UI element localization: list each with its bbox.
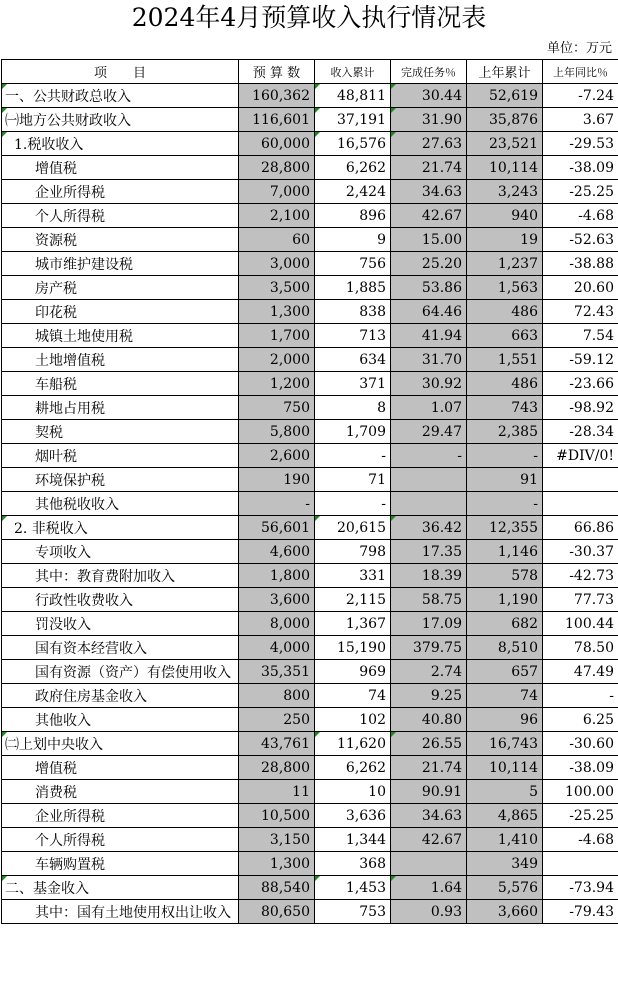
yoy-cell[interactable]: 47.49 (543, 660, 618, 684)
yoy-cell[interactable]: 77.73 (543, 588, 618, 612)
yoy-cell[interactable]: 100.44 (543, 612, 618, 636)
budget-cell[interactable]: 8,000 (239, 612, 315, 636)
yoy-cell[interactable]: -59.12 (543, 348, 618, 372)
cumulative-cell[interactable]: 896 (315, 204, 391, 228)
prev-cumulative-cell[interactable]: 486 (467, 300, 543, 324)
prev-cumulative-cell[interactable]: 486 (467, 372, 543, 396)
completion-cell[interactable]: 0.93 (391, 900, 467, 924)
cumulative-cell[interactable]: 331 (315, 564, 391, 588)
budget-cell[interactable]: 3,500 (239, 276, 315, 300)
item-cell[interactable]: 2. 非税收入 (2, 516, 239, 540)
completion-cell[interactable]: 34.63 (391, 804, 467, 828)
yoy-cell[interactable]: -38.09 (543, 756, 618, 780)
prev-cumulative-cell[interactable]: 940 (467, 204, 543, 228)
cumulative-cell[interactable]: 15,190 (315, 636, 391, 660)
cumulative-cell[interactable]: 969 (315, 660, 391, 684)
budget-revenue-table (1, 59, 618, 924)
table-row (2, 396, 618, 420)
completion-cell[interactable] (391, 852, 467, 876)
completion-cell[interactable]: 53.86 (391, 276, 467, 300)
yoy-cell[interactable]: -98.92 (543, 396, 618, 420)
cumulative-cell[interactable]: 756 (315, 252, 391, 276)
cumulative-cell[interactable]: 1,344 (315, 828, 391, 852)
item-cell[interactable]: 罚没收入 (2, 612, 239, 636)
cumulative-cell[interactable]: 6,262 (315, 756, 391, 780)
budget-cell[interactable]: 3,600 (239, 588, 315, 612)
item-cell[interactable]: 城镇土地使用税 (2, 324, 239, 348)
yoy-cell[interactable] (543, 492, 618, 516)
table-body (2, 60, 618, 924)
completion-cell[interactable]: 18.39 (391, 564, 467, 588)
prev-cumulative-cell[interactable]: 8,510 (467, 636, 543, 660)
prev-cumulative-cell[interactable]: 12,355 (467, 516, 543, 540)
table-row (2, 372, 618, 396)
completion-cell[interactable]: 34.63 (391, 180, 467, 204)
item-cell[interactable]: 行政性收费收入 (2, 588, 239, 612)
completion-cell[interactable]: 31.70 (391, 348, 467, 372)
cumulative-cell[interactable]: 634 (315, 348, 391, 372)
table-row (2, 780, 618, 804)
yoy-cell[interactable]: 7.54 (543, 324, 618, 348)
header-item[interactable]: 项 目 (2, 60, 239, 84)
yoy-cell[interactable]: -30.60 (543, 732, 618, 756)
prev-cumulative-cell[interactable]: 91 (467, 468, 543, 492)
completion-cell[interactable]: 58.75 (391, 588, 467, 612)
completion-cell[interactable]: 41.94 (391, 324, 467, 348)
budget-cell[interactable]: 3,000 (239, 252, 315, 276)
header-budget[interactable]: 预 算 数 (239, 60, 315, 84)
budget-cell[interactable]: 2,000 (239, 348, 315, 372)
table-row (2, 492, 618, 516)
budget-cell[interactable]: 1,200 (239, 372, 315, 396)
prev-cumulative-cell[interactable]: 10,114 (467, 756, 543, 780)
completion-cell[interactable]: 26.55 (391, 732, 467, 756)
completion-cell[interactable]: 30.44 (391, 84, 467, 108)
table-row (2, 636, 618, 660)
yoy-cell[interactable]: 66.86 (543, 516, 618, 540)
table-row (2, 180, 618, 204)
prev-cumulative-cell[interactable]: 16,743 (467, 732, 543, 756)
cumulative-cell[interactable]: 3,636 (315, 804, 391, 828)
yoy-cell[interactable]: -7.24 (543, 84, 618, 108)
prev-cumulative-cell[interactable]: 23,521 (467, 132, 543, 156)
yoy-cell[interactable]: 20.60 (543, 276, 618, 300)
yoy-cell[interactable]: 72.43 (543, 300, 618, 324)
item-cell[interactable]: 增值税 (2, 756, 239, 780)
cumulative-cell[interactable]: 10 (315, 780, 391, 804)
completion-cell[interactable]: 15.00 (391, 228, 467, 252)
item-cell[interactable]: 印花税 (2, 300, 239, 324)
yoy-cell[interactable]: 78.50 (543, 636, 618, 660)
cumulative-cell[interactable]: 20,615 (315, 516, 391, 540)
item-cell[interactable]: 二、基金收入 (2, 876, 239, 900)
table-row (2, 204, 618, 228)
prev-cumulative-cell[interactable]: 5,576 (467, 876, 543, 900)
table-row (2, 468, 618, 492)
table-row (2, 708, 618, 732)
completion-cell[interactable]: 31.90 (391, 108, 467, 132)
prev-cumulative-cell[interactable]: 743 (467, 396, 543, 420)
table-row (2, 540, 618, 564)
table-row (2, 156, 618, 180)
yoy-cell[interactable]: -25.25 (543, 804, 618, 828)
table-row (2, 324, 618, 348)
table-row (2, 84, 618, 108)
table-row (2, 564, 618, 588)
item-cell[interactable]: 土地增值税 (2, 348, 239, 372)
budget-cell[interactable]: 28,800 (239, 756, 315, 780)
cumulative-cell[interactable]: 838 (315, 300, 391, 324)
budget-cell[interactable]: 88,540 (239, 876, 315, 900)
prev-cumulative-cell[interactable]: 1,563 (467, 276, 543, 300)
prev-cumulative-cell[interactable]: 35,876 (467, 108, 543, 132)
table-row (2, 132, 618, 156)
budget-cell[interactable]: 2,100 (239, 204, 315, 228)
prev-cumulative-cell[interactable]: 1,551 (467, 348, 543, 372)
budget-cell[interactable]: 28,800 (239, 156, 315, 180)
prev-cumulative-cell[interactable]: 1,237 (467, 252, 543, 276)
item-cell[interactable]: 一、公共财政总收入 (2, 84, 239, 108)
budget-cell[interactable]: 60,000 (239, 132, 315, 156)
budget-cell[interactable]: 800 (239, 684, 315, 708)
header-row (2, 60, 618, 84)
budget-cell[interactable]: 750 (239, 396, 315, 420)
table-row (2, 108, 618, 132)
completion-cell[interactable]: 21.74 (391, 756, 467, 780)
table-row (2, 684, 618, 708)
cumulative-cell[interactable]: 71 (315, 468, 391, 492)
completion-cell[interactable]: 64.46 (391, 300, 467, 324)
table-row (2, 732, 618, 756)
prev-cumulative-cell[interactable]: 19 (467, 228, 543, 252)
yoy-cell[interactable]: -23.66 (543, 372, 618, 396)
completion-cell[interactable]: 379.75 (391, 636, 467, 660)
prev-cumulative-cell[interactable]: 5 (467, 780, 543, 804)
item-cell[interactable]: ㈡上划中央收入 (2, 732, 239, 756)
prev-cumulative-cell[interactable]: 349 (467, 852, 543, 876)
cumulative-cell[interactable]: 798 (315, 540, 391, 564)
item-cell[interactable]: 1.税收收入 (2, 132, 239, 156)
completion-cell[interactable]: 17.35 (391, 540, 467, 564)
budget-cell[interactable]: 1,800 (239, 564, 315, 588)
prev-cumulative-cell[interactable]: 4,865 (467, 804, 543, 828)
table-row (2, 420, 618, 444)
cumulative-cell[interactable]: 1,367 (315, 612, 391, 636)
budget-cell[interactable]: 4,000 (239, 636, 315, 660)
prev-cumulative-cell[interactable]: 10,114 (467, 156, 543, 180)
cumulative-cell[interactable]: 16,576 (315, 132, 391, 156)
item-cell[interactable]: 其他税收收入 (2, 492, 239, 516)
cumulative-cell[interactable]: - (315, 492, 391, 516)
item-cell[interactable]: 专项收入 (2, 540, 239, 564)
cumulative-cell[interactable]: 102 (315, 708, 391, 732)
cumulative-cell[interactable]: 2,115 (315, 588, 391, 612)
item-cell[interactable]: 其中：国有土地使用权出让收入 (2, 900, 239, 924)
budget-cell[interactable]: 80,650 (239, 900, 315, 924)
budget-cell[interactable]: 5,800 (239, 420, 315, 444)
yoy-cell[interactable]: -79.43 (543, 900, 618, 924)
prev-cumulative-cell[interactable]: 3,660 (467, 900, 543, 924)
completion-cell[interactable]: 29.47 (391, 420, 467, 444)
header-yoy[interactable]: 上年同比％ (543, 60, 618, 84)
yoy-cell[interactable]: -30.37 (543, 540, 618, 564)
item-cell[interactable]: 契税 (2, 420, 239, 444)
cumulative-cell[interactable]: 368 (315, 852, 391, 876)
budget-cell[interactable]: 250 (239, 708, 315, 732)
yoy-cell[interactable]: -25.25 (543, 180, 618, 204)
budget-cell[interactable]: 35,351 (239, 660, 315, 684)
table-row (2, 300, 618, 324)
completion-cell[interactable]: 21.74 (391, 156, 467, 180)
cumulative-cell[interactable]: 48,811 (315, 84, 391, 108)
completion-cell[interactable]: 42.67 (391, 204, 467, 228)
item-cell[interactable]: 环境保护税 (2, 468, 239, 492)
item-cell[interactable]: 耕地占用税 (2, 396, 239, 420)
completion-cell[interactable]: 1.64 (391, 876, 467, 900)
item-cell[interactable]: 车船税 (2, 372, 239, 396)
yoy-cell[interactable]: -4.68 (543, 204, 618, 228)
cumulative-cell[interactable]: 371 (315, 372, 391, 396)
cumulative-cell[interactable]: 1,453 (315, 876, 391, 900)
completion-cell[interactable]: - (391, 444, 467, 468)
budget-cell[interactable]: 2,600 (239, 444, 315, 468)
table-row (2, 876, 618, 900)
cumulative-cell[interactable]: 6,262 (315, 156, 391, 180)
table-row (2, 516, 618, 540)
completion-cell[interactable]: 40.80 (391, 708, 467, 732)
header-cumulative[interactable]: 收入累计 (315, 60, 391, 84)
cumulative-cell[interactable]: 74 (315, 684, 391, 708)
item-cell[interactable]: 其中：教育费附加收入 (2, 564, 239, 588)
completion-cell[interactable]: 2.74 (391, 660, 467, 684)
budget-cell[interactable]: 1,700 (239, 324, 315, 348)
table-row (2, 900, 618, 924)
prev-cumulative-cell[interactable]: 578 (467, 564, 543, 588)
completion-cell[interactable]: 1.07 (391, 396, 467, 420)
budget-cell[interactable]: 56,601 (239, 516, 315, 540)
item-cell[interactable]: 车辆购置税 (2, 852, 239, 876)
table-row (2, 852, 618, 876)
yoy-cell[interactable]: 100.00 (543, 780, 618, 804)
table-row (2, 588, 618, 612)
budget-cell[interactable]: 43,761 (239, 732, 315, 756)
prev-cumulative-cell[interactable]: 682 (467, 612, 543, 636)
yoy-cell[interactable]: -4.68 (543, 828, 618, 852)
table-row (2, 348, 618, 372)
item-cell[interactable]: ㈠地方公共财政收入 (2, 108, 239, 132)
table-row (2, 660, 618, 684)
cumulative-cell[interactable]: 9 (315, 228, 391, 252)
completion-cell[interactable]: 36.42 (391, 516, 467, 540)
completion-cell[interactable]: 9.25 (391, 684, 467, 708)
item-cell[interactable]: 其他收入 (2, 708, 239, 732)
budget-cell[interactable]: 1,300 (239, 300, 315, 324)
completion-cell[interactable] (391, 468, 467, 492)
item-cell[interactable]: 国有资源（资产）有偿使用收入 (2, 660, 239, 684)
prev-cumulative-cell[interactable]: 96 (467, 708, 543, 732)
table-row (2, 756, 618, 780)
cumulative-cell[interactable]: 37,191 (315, 108, 391, 132)
budget-cell[interactable]: 3,150 (239, 828, 315, 852)
completion-cell[interactable]: 42.67 (391, 828, 467, 852)
prev-cumulative-cell[interactable]: 2,385 (467, 420, 543, 444)
prev-cumulative-cell[interactable]: - (467, 492, 543, 516)
yoy-cell[interactable]: - (543, 684, 618, 708)
budget-cell[interactable]: 7,000 (239, 180, 315, 204)
table-row (2, 276, 618, 300)
prev-cumulative-cell[interactable]: 1,410 (467, 828, 543, 852)
table-row (2, 828, 618, 852)
prev-cumulative-cell[interactable]: 1,190 (467, 588, 543, 612)
budget-cell[interactable]: 1,300 (239, 852, 315, 876)
cumulative-cell[interactable]: 8 (315, 396, 391, 420)
budget-cell[interactable]: 10,500 (239, 804, 315, 828)
budget-cell[interactable]: 60 (239, 228, 315, 252)
completion-cell[interactable]: 27.63 (391, 132, 467, 156)
table-row (2, 228, 618, 252)
cumulative-cell[interactable]: 713 (315, 324, 391, 348)
prev-cumulative-cell[interactable]: 1,146 (467, 540, 543, 564)
budget-cell[interactable]: - (239, 492, 315, 516)
item-cell[interactable]: 政府住房基金收入 (2, 684, 239, 708)
yoy-cell[interactable]: -28.34 (543, 420, 618, 444)
completion-cell[interactable] (391, 492, 467, 516)
table-row (2, 612, 618, 636)
item-cell[interactable]: 个人所得税 (2, 204, 239, 228)
yoy-cell[interactable]: #DIV/0! (543, 444, 618, 468)
header-completion[interactable]: 完成任务％ (391, 60, 467, 84)
item-cell[interactable]: 房产税 (2, 276, 239, 300)
item-cell[interactable]: 国有资本经营收入 (2, 636, 239, 660)
sheet-title: 2024年4月预算收入执行情况表 (131, 3, 487, 32)
item-cell[interactable]: 企业所得税 (2, 180, 239, 204)
budget-cell[interactable]: 160,362 (239, 84, 315, 108)
item-cell[interactable]: 资源税 (2, 228, 239, 252)
yoy-cell[interactable]: 3.67 (543, 108, 618, 132)
yoy-cell[interactable]: -38.88 (543, 252, 618, 276)
cumulative-cell[interactable]: 1,709 (315, 420, 391, 444)
cumulative-cell[interactable]: - (315, 444, 391, 468)
yoy-cell[interactable]: 6.25 (543, 708, 618, 732)
item-cell[interactable]: 烟叶税 (2, 444, 239, 468)
prev-cumulative-cell[interactable]: 657 (467, 660, 543, 684)
table-row (2, 804, 618, 828)
completion-cell[interactable]: 30.92 (391, 372, 467, 396)
item-cell[interactable]: 个人所得税 (2, 828, 239, 852)
completion-cell[interactable]: 90.91 (391, 780, 467, 804)
budget-cell[interactable]: 190 (239, 468, 315, 492)
yoy-cell[interactable] (543, 852, 618, 876)
completion-cell[interactable]: 17.09 (391, 612, 467, 636)
completion-cell[interactable]: 25.20 (391, 252, 467, 276)
item-cell[interactable]: 城市维护建设税 (2, 252, 239, 276)
prev-cumulative-cell[interactable]: - (467, 444, 543, 468)
yoy-cell[interactable] (543, 468, 618, 492)
budget-cell[interactable]: 4,600 (239, 540, 315, 564)
budget-cell[interactable]: 11 (239, 780, 315, 804)
cumulative-cell[interactable]: 1,885 (315, 276, 391, 300)
yoy-cell[interactable]: -42.73 (543, 564, 618, 588)
unit-label: 单位：万元 (546, 41, 612, 56)
yoy-cell[interactable]: -29.53 (543, 132, 618, 156)
yoy-cell[interactable]: -38.09 (543, 156, 618, 180)
header-prev-cumulative[interactable]: 上年累计 (467, 60, 543, 84)
prev-cumulative-cell[interactable]: 663 (467, 324, 543, 348)
table-row (2, 444, 618, 468)
yoy-cell[interactable]: -52.63 (543, 228, 618, 252)
item-cell[interactable]: 企业所得税 (2, 804, 239, 828)
item-cell[interactable]: 消费税 (2, 780, 239, 804)
cumulative-cell[interactable]: 753 (315, 900, 391, 924)
yoy-cell[interactable]: -73.94 (543, 876, 618, 900)
table-row (2, 252, 618, 276)
cumulative-cell[interactable]: 2,424 (315, 180, 391, 204)
prev-cumulative-cell[interactable]: 52,619 (467, 84, 543, 108)
budget-cell[interactable]: 116,601 (239, 108, 315, 132)
prev-cumulative-cell[interactable]: 74 (467, 684, 543, 708)
item-cell[interactable]: 增值税 (2, 156, 239, 180)
prev-cumulative-cell[interactable]: 3,243 (467, 180, 543, 204)
cumulative-cell[interactable]: 11,620 (315, 732, 391, 756)
